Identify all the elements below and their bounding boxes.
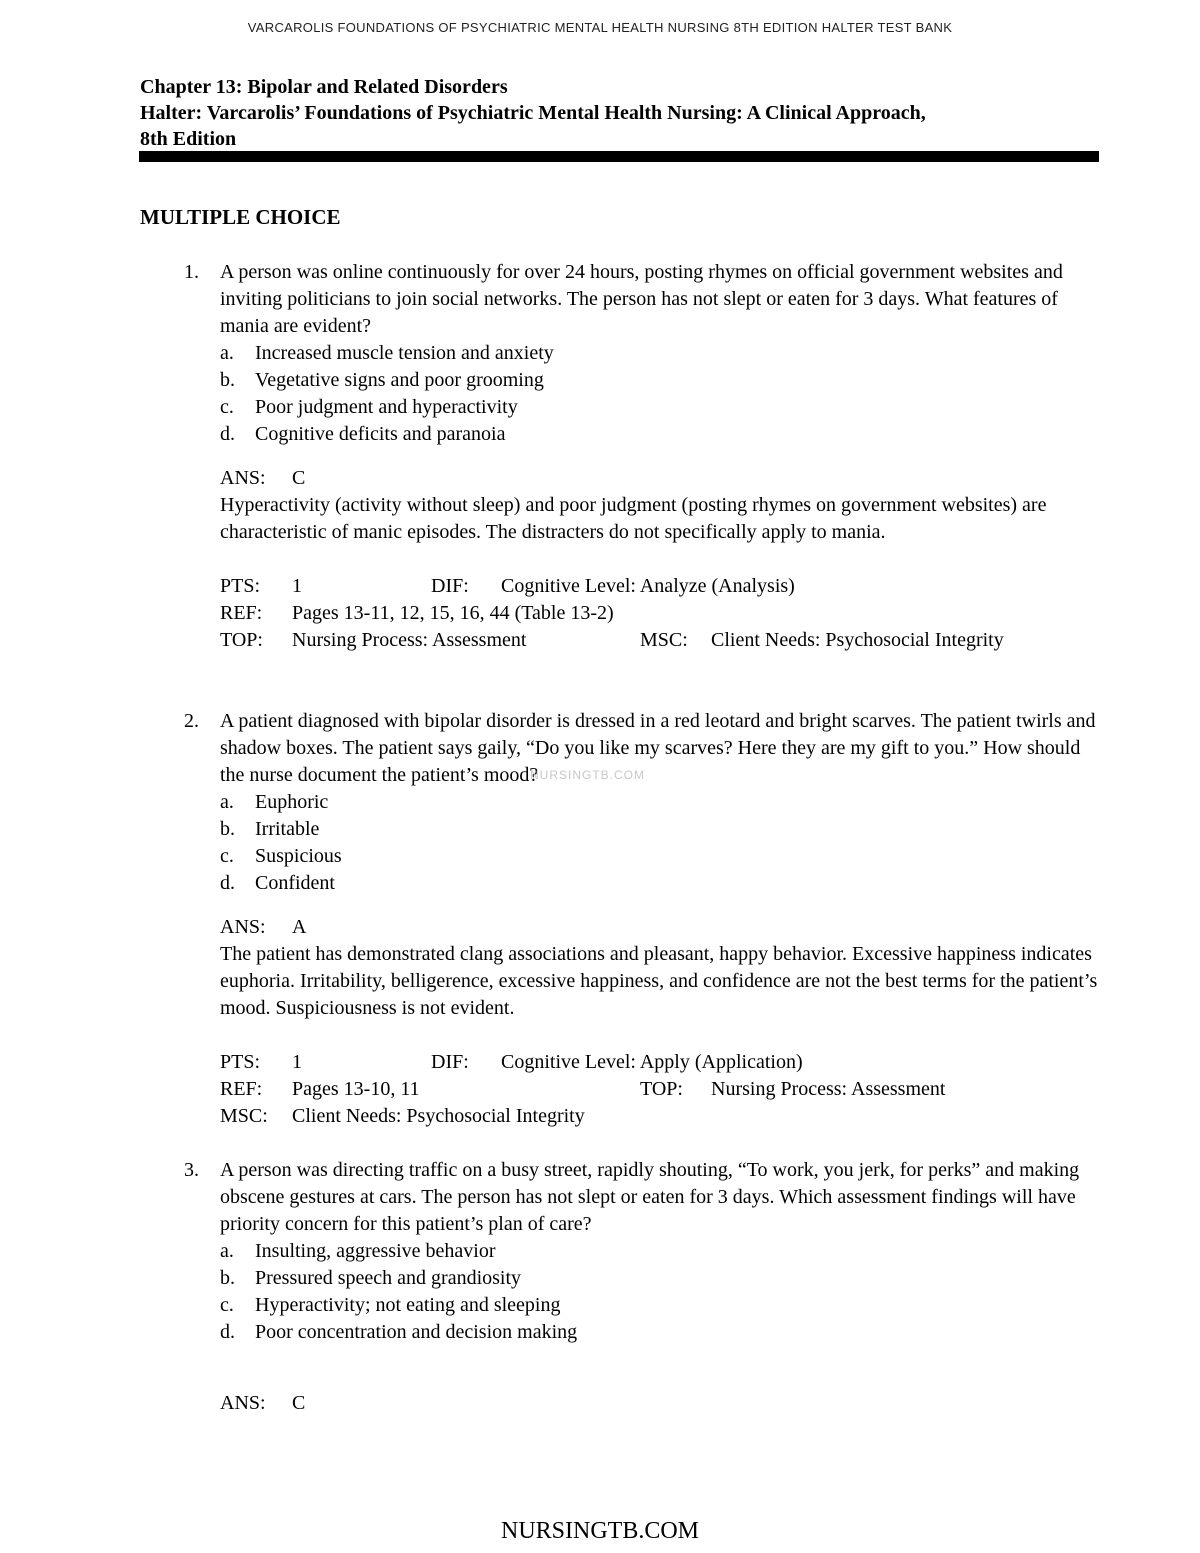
meta-row-3 <box>220 627 1104 654</box>
ref-label: REF: <box>220 602 263 624</box>
answer-line <box>220 465 1104 492</box>
meta-row-3 <box>220 1103 1104 1130</box>
dif-value: Cognitive Level: Analyze (Analysis) <box>501 575 795 597</box>
title-divider <box>139 151 1099 162</box>
msc-label: MSC: <box>640 629 688 651</box>
top-value: Nursing Process: Assessment <box>292 629 527 651</box>
option-text: Vegetative signs and poor grooming <box>255 369 544 391</box>
pts-value: 1 <box>292 1051 302 1073</box>
option-letter: d. <box>220 1321 235 1343</box>
dif-label: DIF: <box>431 1051 469 1073</box>
meta-row-1 <box>220 1049 1104 1076</box>
option-letter: a. <box>220 791 234 813</box>
option-a <box>220 1238 1104 1265</box>
ref-label: REF: <box>220 1078 263 1100</box>
option-letter: d. <box>220 423 235 445</box>
question-3 <box>184 1157 1104 1417</box>
option-d <box>220 1319 1104 1346</box>
pts-label: PTS: <box>220 575 261 597</box>
pts-value: 1 <box>292 575 302 597</box>
answer-value: C <box>292 1392 306 1414</box>
question-stem: A person was directing traffic on a busy street, rapidly shouting, “To work, you jerk, for perks” and making obscene gestures at cars. The person has not slept or eaten for 3 days. Which assessment findings will have priority concern for this patient’s plan of care? <box>220 1159 1080 1235</box>
option-letter: c. <box>220 396 234 418</box>
option-c <box>220 843 1104 870</box>
option-b <box>220 1265 1104 1292</box>
top-label: TOP: <box>640 1078 683 1100</box>
option-letter: d. <box>220 872 235 894</box>
chapter-title-line1: Chapter 13: Bipolar and Related Disorders <box>140 76 508 98</box>
option-a <box>220 340 1104 367</box>
answer-rationale: The patient has demonstrated clang associations and pleasant, happy behavior. Excessive happiness indicates euphoria. Irritability, belligerence, excessive happiness, and confidence are not the best terms for the patient’s mood. Suspiciousness is not evident. <box>220 943 1098 1019</box>
msc-value: Client Needs: Psychosocial Integrity <box>292 1105 585 1127</box>
chapter-title-line3: 8th Edition <box>140 128 237 150</box>
answer-label: ANS: <box>220 1392 266 1414</box>
answer-label: ANS: <box>220 916 266 938</box>
option-c <box>220 1292 1104 1319</box>
option-text: Suspicious <box>255 845 342 867</box>
option-text: Confident <box>255 872 335 894</box>
answer-line <box>220 1390 1104 1417</box>
option-c <box>220 394 1104 421</box>
option-text: Poor concentration and decision making <box>255 1321 578 1343</box>
ref-value: Pages 13-11, 12, 15, 16, 44 (Table 13-2) <box>292 602 614 624</box>
answer-line <box>220 914 1104 941</box>
top-value: Nursing Process: Assessment <box>711 1078 946 1100</box>
section-heading: MULTIPLE CHOICE <box>140 205 341 229</box>
question-stem: A person was online continuously for over 24 hours, posting rhymes on official government websites and inviting politicians to join social networks. The person has not slept or eaten for 3 days. What features of mania are evident? <box>220 261 1063 337</box>
watermark: NURSINGTB.COM <box>530 768 645 782</box>
option-text: Hyperactivity; not eating and sleeping <box>255 1294 561 1316</box>
meta-row-2 <box>220 1076 1104 1103</box>
running-header: VARCAROLIS FOUNDATIONS OF PSYCHIATRIC MENTAL HEALTH NURSING 8TH EDITION HALTER TEST BANK <box>247 20 953 35</box>
option-text: Euphoric <box>255 791 329 813</box>
dif-label: DIF: <box>431 575 469 597</box>
chapter-title-line2: Halter: Varcarolis’ Foundations of Psychiatric Mental Health Nursing: A Clinical Approach, <box>140 102 926 124</box>
question-1 <box>184 259 1104 654</box>
answer-rationale: Hyperactivity (activity without sleep) and poor judgment (posting rhymes on government websites) are characteristic of manic episodes. The distracters do not specifically apply to mania. <box>220 494 1047 543</box>
meta-row-2 <box>220 600 1104 627</box>
question-metadata <box>220 1049 1104 1130</box>
option-d <box>220 870 1104 897</box>
option-d <box>220 421 1104 448</box>
option-text: Insulting, aggressive behavior <box>255 1240 496 1262</box>
answer-label: ANS: <box>220 467 266 489</box>
question-number: 3. <box>184 1159 199 1181</box>
option-text: Pressured speech and grandiosity <box>255 1267 522 1289</box>
option-text: Cognitive deficits and paranoia <box>255 423 506 445</box>
page-footer: NURSINGTB.COM <box>500 1518 700 1544</box>
top-label: TOP: <box>220 629 263 651</box>
dif-value: Cognitive Level: Apply (Application) <box>501 1051 803 1073</box>
question-stem: A patient diagnosed with bipolar disorder is dressed in a red leotard and bright scarves. The patient twirls and shadow boxes. The patient says gaily, “Do you like my scarves? Here they are my gift to you.” How should the nurse document the patient’s mood? <box>220 710 1096 786</box>
option-letter: a. <box>220 1240 234 1262</box>
question-metadata <box>220 573 1104 654</box>
ref-value: Pages 13-10, 11 <box>292 1078 420 1100</box>
question-number: 1. <box>184 261 199 283</box>
msc-value: Client Needs: Psychosocial Integrity <box>711 629 1004 651</box>
option-b <box>220 816 1104 843</box>
option-text: Poor judgment and hyperactivity <box>255 396 518 418</box>
option-letter: b. <box>220 369 235 391</box>
chapter-title <box>140 74 1100 152</box>
option-text: Increased muscle tension and anxiety <box>255 342 554 364</box>
answer-value: A <box>292 916 307 938</box>
option-letter: c. <box>220 1294 234 1316</box>
option-b <box>220 367 1104 394</box>
option-text: Irritable <box>255 818 320 840</box>
msc-label: MSC: <box>220 1105 268 1127</box>
pts-label: PTS: <box>220 1051 261 1073</box>
option-letter: a. <box>220 342 234 364</box>
answer-value: C <box>292 467 306 489</box>
question-number: 2. <box>184 710 199 732</box>
option-letter: b. <box>220 818 235 840</box>
option-a <box>220 789 1104 816</box>
meta-row-1 <box>220 573 1104 600</box>
option-letter: c. <box>220 845 234 867</box>
option-letter: b. <box>220 1267 235 1289</box>
